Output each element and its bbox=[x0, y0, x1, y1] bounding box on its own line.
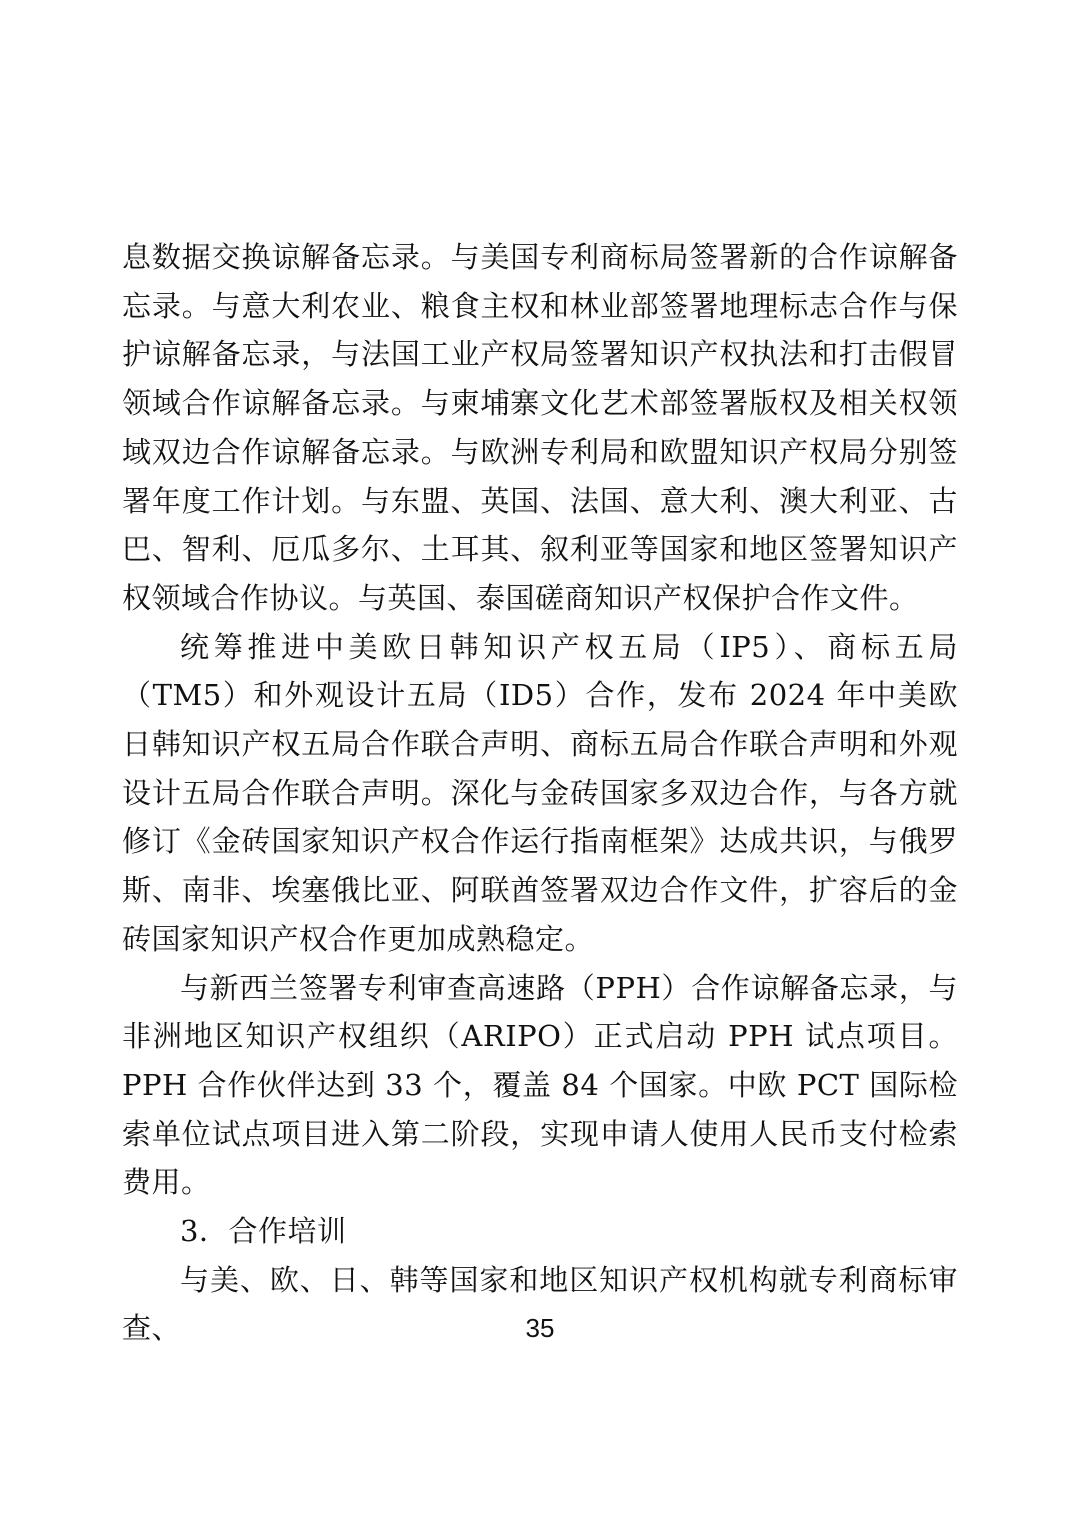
paragraph-pph-cooperation: 与新西兰签署专利审查高速路（PPH）合作谅解备忘录，与非洲地区知识产权组织（ARIPO）正式启动 PPH 试点项目。PPH 合作伙伴达到 33 个，覆盖 84 个国家。中欧 PCT 国际检索单位试点项目进入第二阶段，实现申请人使用人民币支付检索费用。 bbox=[122, 970, 958, 1200]
page-number: 35 bbox=[525, 1313, 555, 1343]
body-text bbox=[122, 233, 958, 1353]
section-heading-training: 3．合作培训 bbox=[180, 1214, 347, 1249]
paragraph-ip5-cooperation: 统筹推进中美欧日韩知识产权五局（IP5）、商标五局（TM5）和外观设计五局（ID5）合作，发布 2024 年中美欧日韩知识产权五局合作联合声明、商标五局合作联合声明和外观设计五局合作联合声明。深化与金砖国家多双边合作，与各方就修订《金砖国家知识产权合作运行指南框架》达成共识，与俄罗斯、南非、埃塞俄比亚、阿联酋签署双边合作文件，扩容后的金砖国家知识产权合作更加成熟稳定。 bbox=[122, 629, 958, 956]
paragraph-training: 与美、欧、日、韩等国家和地区知识产权机构就专利商标审查、 bbox=[122, 1262, 958, 1346]
paragraph-continuation: 息数据交换谅解备忘录。与美国专利商标局签署新的合作谅解备忘录。与意大利农业、粮食主权和林业部签署地理标志合作与保护谅解备忘录，与法国工业产权局签署知识产权执法和打击假冒领域合作谅解备忘录。与柬埔寨文化艺术部签署版权及相关权领域双边合作谅解备忘录。与欧洲专利局和欧盟知识产权局分别签署年度工作计划。与东盟、英国、法国、意大利、澳大利亚、古巴、智利、厄瓜多尔、土耳其、叙利亚等国家和地区签署知识产权领域合作协议。与英国、泰国磋商知识产权保护合作文件。 bbox=[122, 240, 958, 615]
